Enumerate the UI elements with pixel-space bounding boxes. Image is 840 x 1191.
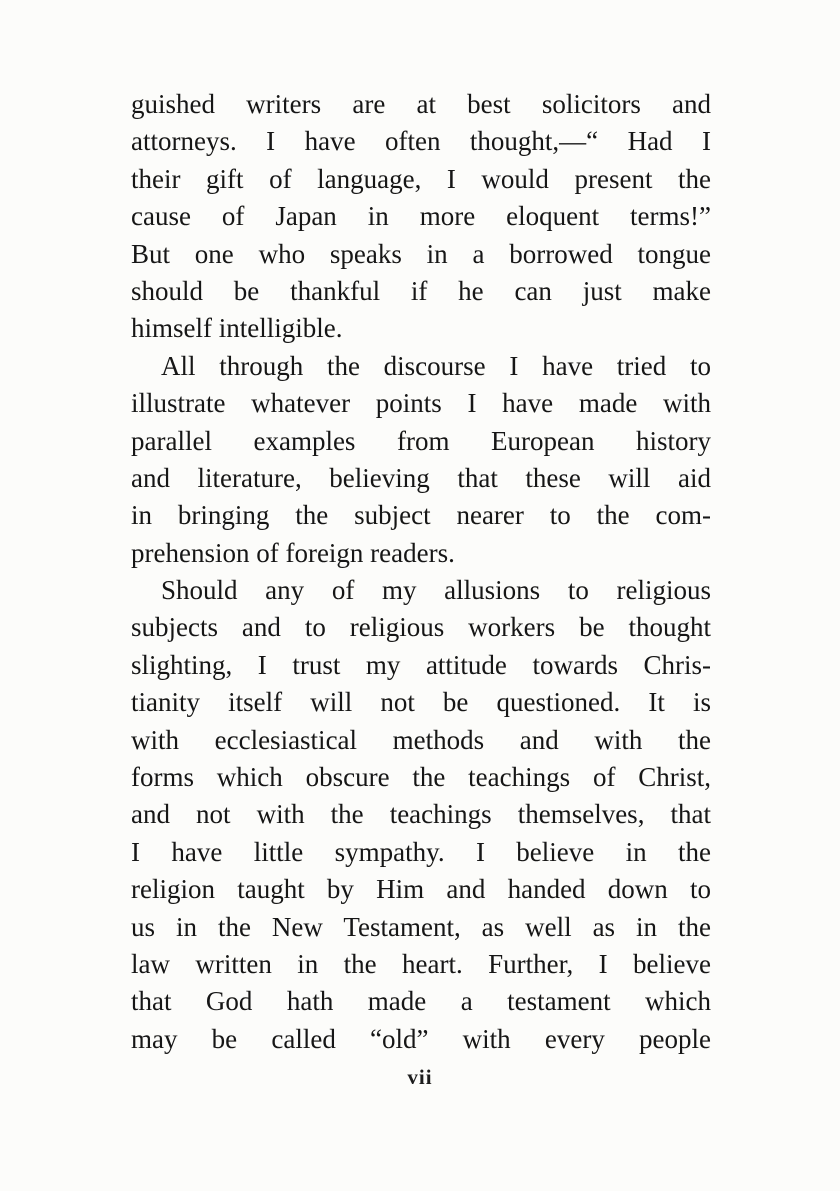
text-line: tianity itself will not be questioned. It is <box>131 687 711 718</box>
text-line: parallel examples from European history <box>131 425 711 456</box>
text-line: attorneys. I have often thought,—“ Had I <box>131 126 711 157</box>
text-line: Should any of my allusions to religious <box>161 575 711 606</box>
text-line: guished writers are at best solicitors and <box>131 89 711 119</box>
text-line: But one who speaks in a borrowed tongue <box>131 238 711 269</box>
text-line: forms which obscure the teachings of Christ, <box>131 762 711 793</box>
text-line: us in the New Testament, as well as in the <box>131 911 711 942</box>
text-line: their gift of language, I would present the <box>131 163 711 194</box>
body-text <box>131 86 711 1058</box>
text-line: cause of Japan in more eloquent terms!” <box>131 201 711 232</box>
text-line: with ecclesiastical methods and with the <box>131 724 711 755</box>
text-line: religion taught by Him and handed down to <box>131 874 711 905</box>
text-line: slighting, I trust my attitude towards Chris- <box>131 649 711 680</box>
paragraph-2 <box>131 348 711 572</box>
text-line: subjects and to religious workers be thought <box>131 612 711 643</box>
page-number: vii <box>407 1065 433 1089</box>
text-line: illustrate whatever points I have made with <box>131 388 711 419</box>
text-line: and literature, believing that these will aid <box>131 462 711 493</box>
text-line: should be thankful if he can just make <box>131 275 711 306</box>
paragraph-1 <box>131 86 711 348</box>
text-line: may be called “old” with every people <box>131 1023 711 1054</box>
text-line: himself intelligible. <box>131 313 343 344</box>
text-line: that God hath made a testament which <box>131 986 711 1017</box>
text-line: in bringing the subject nearer to the com- <box>131 500 711 531</box>
text-line: All through the discourse I have tried to <box>161 350 711 381</box>
text-line: and not with the teachings themselves, that <box>131 799 711 830</box>
text-line: I have little sympathy. I believe in the <box>131 836 711 867</box>
text-line: prehension of foreign readers. <box>131 537 455 568</box>
paragraph-3 <box>131 572 711 1058</box>
text-line: law written in the heart. Further, I believe <box>131 948 711 979</box>
